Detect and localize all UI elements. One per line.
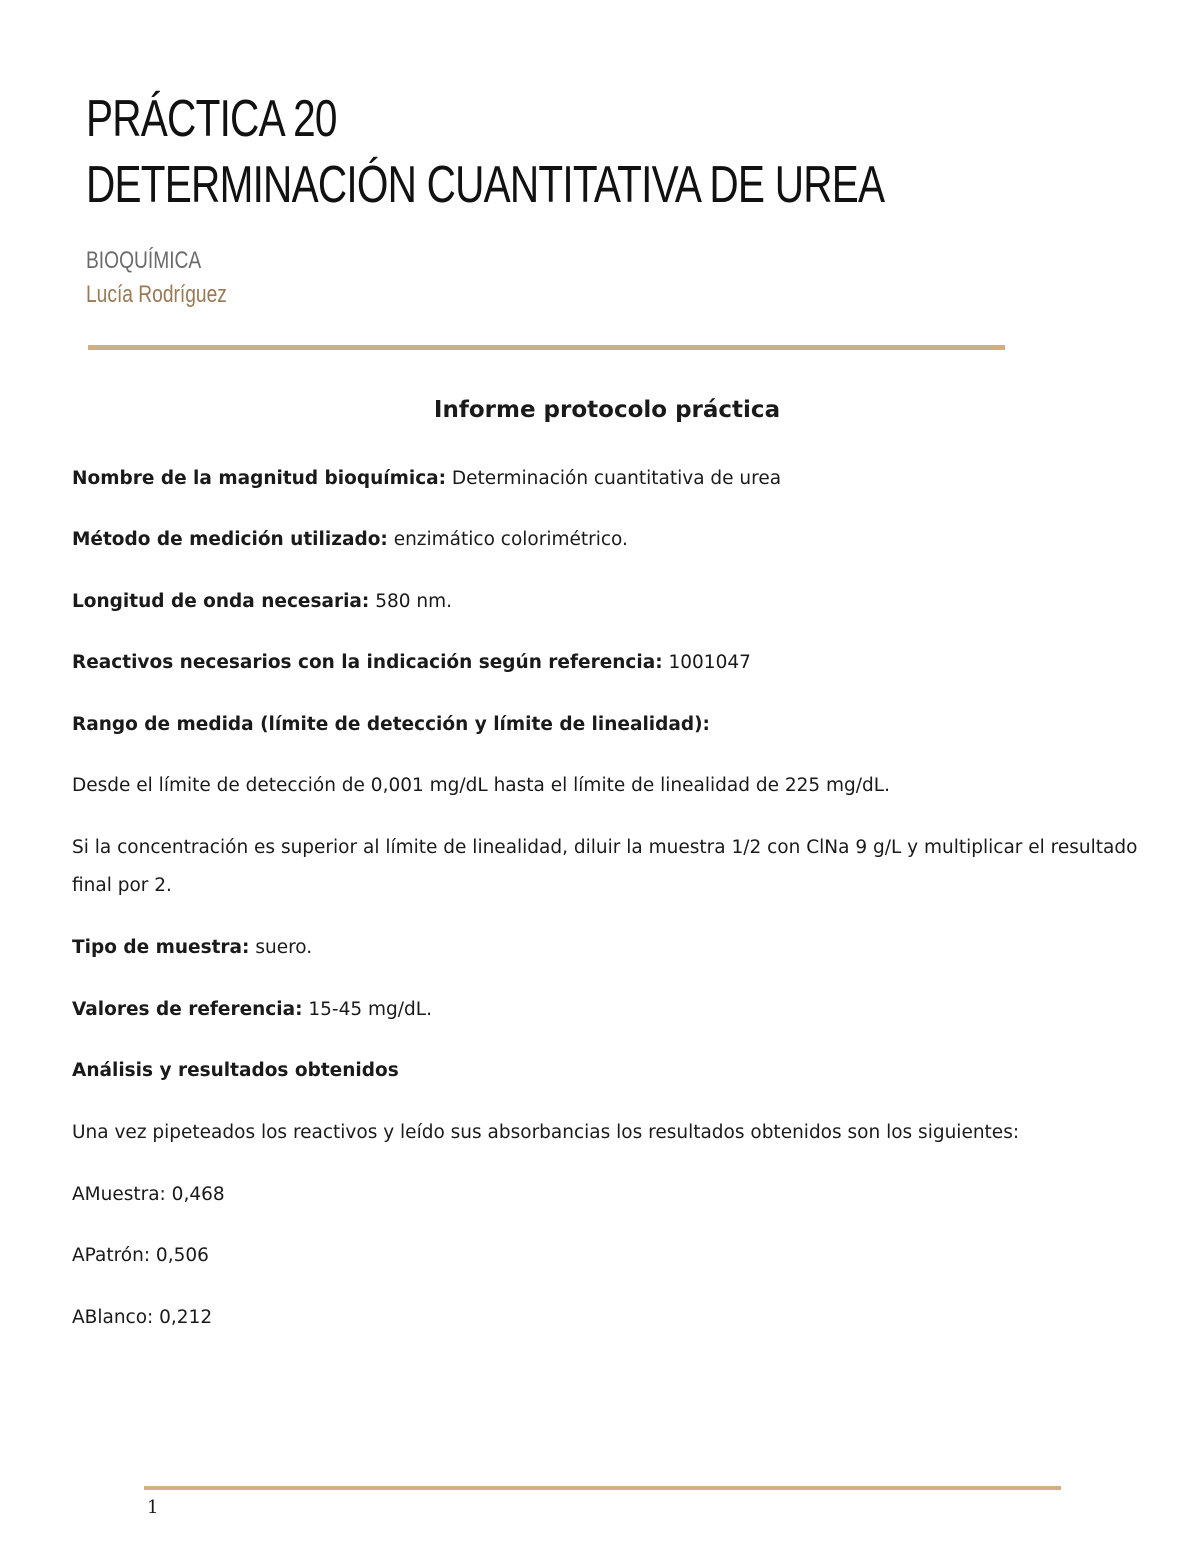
field-label: Método de medición utilizado: (72, 529, 388, 550)
result-standard-absorbance: APatrón: 0,506 (72, 1245, 209, 1266)
field-value: 580 nm. (369, 591, 453, 612)
field-value: Determinación cuantitativa de urea (446, 468, 782, 489)
practice-topic-title: DETERMINACIÓN CUANTITATIVA DE UREA (86, 156, 885, 214)
field-reagents (72, 644, 1147, 682)
result-blank-absorbance: ABlanco: 0,212 (72, 1307, 213, 1328)
field-label: Tipo de muestra: (72, 937, 250, 958)
field-value: 1001047 (662, 652, 751, 673)
subject-label: BIOQUÍMICA (86, 247, 202, 274)
author-name: Lucía Rodríguez (86, 281, 227, 308)
analysis-heading-text: Análisis y resultados obtenidos (72, 1060, 399, 1081)
field-range (72, 706, 1147, 744)
results-intro: Una vez pipeteados los reactivos y leído sus absorbancias los resultados obtenidos son los siguientes: (72, 1122, 1020, 1143)
field-method (72, 521, 1147, 559)
title-block (86, 86, 1086, 218)
page-number: 1 (147, 1497, 159, 1518)
result-sample-absorbance: AMuestra: 0,468 (72, 1184, 225, 1205)
field-value: 15-45 mg/dL. (302, 999, 432, 1020)
field-label: Nombre de la magnitud bioquímica: (72, 468, 447, 489)
field-value: suero. (249, 937, 313, 958)
field-label: Rango de medida (límite de detección y límite de linealidad): (72, 714, 710, 735)
field-label: Longitud de onda necesaria: (72, 591, 370, 612)
analysis-heading (72, 1052, 1147, 1090)
field-wavelength (72, 583, 1147, 621)
dilution-text: Si la concentración es superior al límite de linealidad, diluir la muestra 1/2 con ClNa 9 g/L y multiplicar el resultado final por 2. (72, 837, 1138, 896)
field-magnitude (72, 460, 1147, 498)
field-reference-values (72, 991, 1147, 1029)
field-label: Reactivos necesarios con la indicación según referencia: (72, 652, 663, 673)
header-divider (88, 345, 1005, 350)
footer-divider (144, 1486, 1061, 1490)
report-heading: Informe protocolo práctica (433, 397, 781, 423)
field-value: enzimático colorimétrico. (387, 529, 628, 550)
field-sample-type (72, 929, 1147, 967)
range-text: Desde el límite de detección de 0,001 mg/dL hasta el límite de linealidad de 225 mg/dL. (72, 775, 890, 796)
practice-number-title: PRÁCTICA 20 (86, 90, 337, 148)
field-label: Valores de referencia: (72, 999, 303, 1020)
